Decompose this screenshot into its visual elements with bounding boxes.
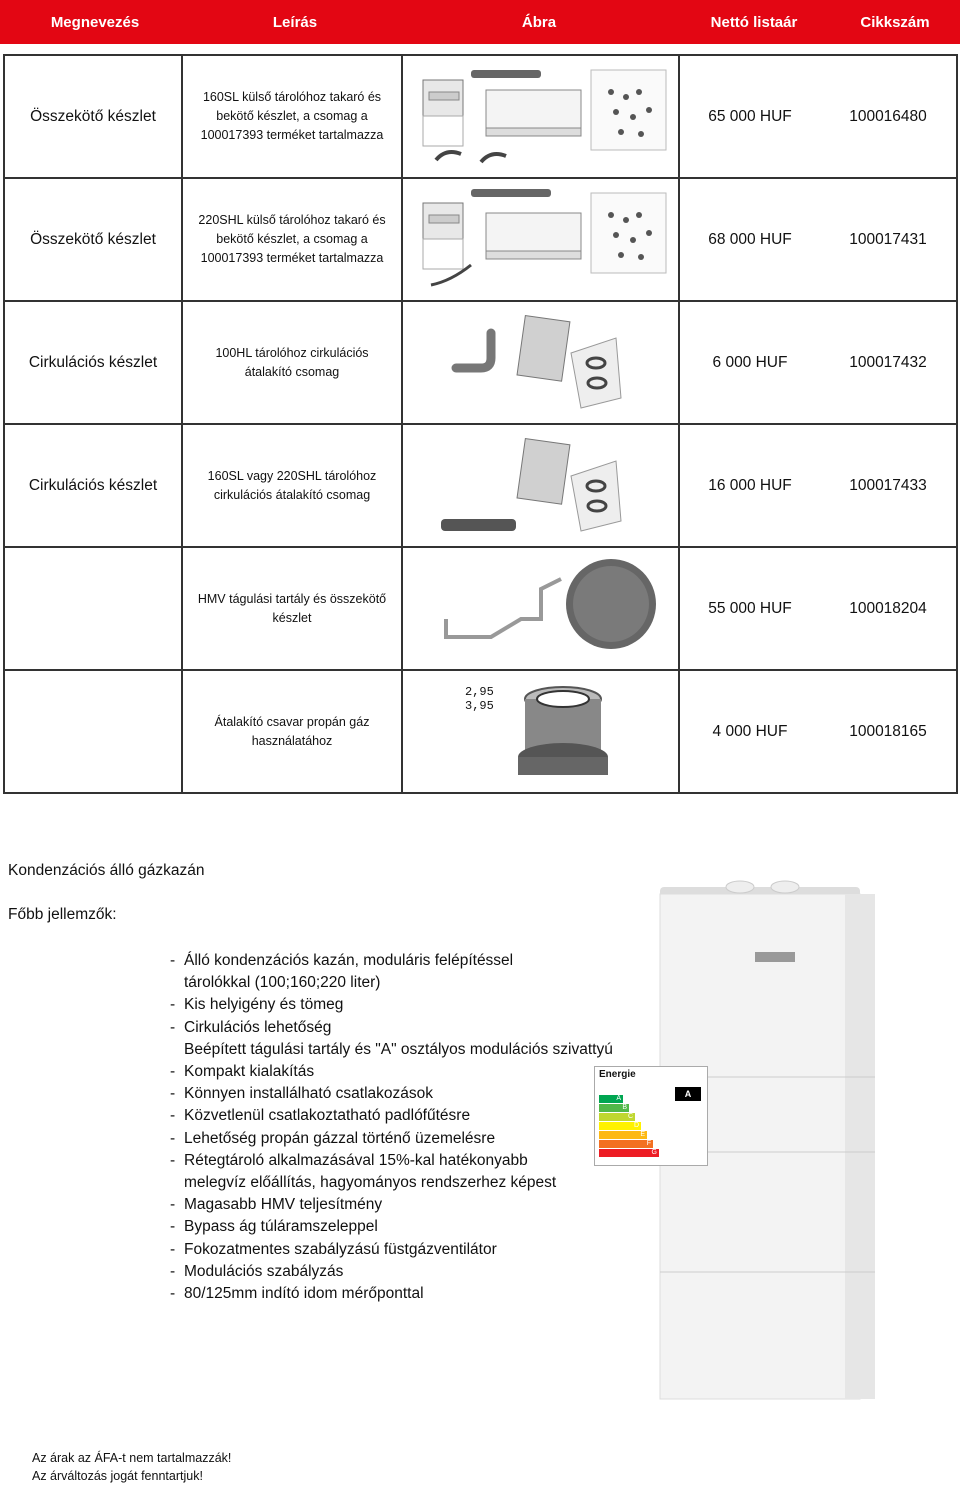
bullet-dash: - — [170, 1129, 176, 1147]
header-abra: Ábra — [521, 13, 557, 31]
energy-class-badge: A — [675, 1087, 701, 1101]
energy-class-bar: D — [599, 1122, 641, 1130]
energy-class-bar: A — [599, 1095, 623, 1103]
bullet-dash: - — [170, 1018, 176, 1036]
product-name: Cirkulációs készlet — [5, 302, 183, 423]
product-price: 4 000 HUF — [712, 722, 788, 740]
product-name: Összekötő készlet — [5, 56, 183, 177]
bullet-dash: - — [170, 1085, 176, 1103]
table-row — [5, 179, 956, 302]
product-code: 100018204 — [849, 599, 927, 617]
feature-text: Bypass ág túláramszeleppel — [184, 1218, 378, 1236]
bullet-dash: - — [170, 1107, 176, 1125]
feature-text: Rétegtároló alkalmazásával 15%-kal hatékonyabb — [184, 1151, 528, 1169]
product-table — [3, 54, 958, 794]
feature-item — [170, 1083, 613, 1105]
bullet-dash: - — [170, 996, 176, 1014]
product-description: HMV tágulási tartály és összekötő készlet — [183, 548, 403, 669]
bullet-dash: - — [170, 1218, 176, 1236]
dimension-label: 2,95 — [465, 685, 494, 699]
circulation-kit-image — [403, 425, 680, 546]
footer-vat-note: Az árak az ÁFA-t nem tartalmazzák! — [32, 1451, 232, 1465]
feature-text: Közvetlenül csatlakoztatható padlófűtésre — [184, 1107, 471, 1125]
feature-item — [170, 950, 613, 972]
feature-item — [170, 1105, 613, 1127]
product-price: 55 000 HUF — [708, 599, 792, 617]
feature-item — [170, 1194, 613, 1216]
product-price: 6 000 HUF — [712, 353, 788, 371]
product-code: 100018165 — [849, 722, 927, 740]
product-code: 100017432 — [849, 353, 927, 371]
feature-item — [170, 1017, 613, 1039]
table-row — [5, 548, 956, 671]
dimension-label: 3,95 — [465, 699, 494, 713]
features-list — [170, 950, 613, 1305]
product-description: Átalakító csavar propán gáz használatához — [183, 671, 403, 792]
energy-class-bar: E — [599, 1131, 647, 1139]
bullet-dash: - — [170, 1262, 176, 1280]
product-name: Összekötő készlet — [5, 179, 183, 300]
feature-item — [170, 1216, 613, 1238]
bullet-dash: - — [170, 1285, 176, 1303]
bullet-dash: - — [170, 1196, 176, 1214]
connection-kit-image — [403, 56, 680, 177]
product-price: 65 000 HUF — [708, 107, 792, 125]
header-netto-listaar: Nettó listaár — [710, 13, 798, 31]
table-row — [5, 671, 956, 792]
table-row — [5, 425, 956, 548]
product-name: Cirkulációs készlet — [5, 425, 183, 546]
feature-item — [170, 1061, 613, 1083]
table-header — [0, 0, 960, 44]
product-code: 100017433 — [849, 476, 927, 494]
feature-item — [170, 1239, 613, 1261]
feature-text: Modulációs szabályzás — [184, 1262, 344, 1280]
product-price: 68 000 HUF — [708, 230, 792, 248]
feature-text: Könnyen installálható csatlakozások — [184, 1085, 434, 1103]
table-row — [5, 56, 956, 179]
bullet-dash: - — [170, 1151, 176, 1169]
footer-price-note: Az árváltozás jogát fenntartjuk! — [32, 1469, 203, 1483]
energy-class-bar: C — [599, 1113, 635, 1121]
energy-class-bar: F — [599, 1140, 653, 1148]
feature-text: Magasabb HMV teljesítmény — [184, 1196, 383, 1214]
adapter-screw-image — [403, 671, 680, 792]
feature-text: Lehetőség propán gázzal történő üzemelésre — [184, 1129, 496, 1147]
product-price: 16 000 HUF — [708, 476, 792, 494]
feature-item — [170, 1150, 613, 1172]
feature-item — [170, 1128, 613, 1150]
header-megnevezes: Megnevezés — [50, 13, 140, 31]
feature-text: Cirkulációs lehetőség — [184, 1018, 332, 1036]
feature-item — [170, 1283, 613, 1305]
feature-text: Kis helyigény és tömeg — [184, 996, 344, 1014]
product-description: 220SHL külső tárolóhoz takaró és bekötő készlet, a csomag a 100017393 terméket tartalmazza — [183, 179, 403, 300]
bullet-dash: - — [170, 1063, 176, 1081]
product-description: 160SL vagy 220SHL tárolóhoz cirkulációs átalakító csomag — [183, 425, 403, 546]
product-code: 100016480 — [849, 107, 927, 125]
feature-text: Fokozatmentes szabályzású füstgázventilátor — [184, 1240, 497, 1258]
feature-text: Kompakt kialakítás — [184, 1063, 315, 1081]
feature-continuation: tárolókkal (100;160;220 liter) — [184, 974, 381, 992]
product-name — [5, 548, 183, 669]
header-leiras: Leírás — [272, 13, 318, 31]
feature-text: 80/125mm indító idom mérőponttal — [184, 1285, 424, 1303]
product-description: 160SL külső tárolóhoz takaró és bekötő készlet, a csomag a 100017393 terméket tartalmazza — [183, 56, 403, 177]
feature-continuation: Beépített tágulási tartály és "A" osztályos modulációs szivattyú — [184, 1040, 613, 1058]
bullet-dash: - — [170, 952, 176, 969]
bullet-dash: - — [170, 1240, 176, 1258]
product-description: 100HL tárolóhoz cirkulációs átalakító csomag — [183, 302, 403, 423]
feature-item — [170, 1261, 613, 1283]
product-name — [5, 671, 183, 792]
feature-text: Álló kondenzációs kazán, moduláris felépítéssel — [184, 952, 514, 969]
energy-class-bar: B — [599, 1104, 629, 1112]
energy-class-bar: G — [599, 1149, 659, 1157]
connection-kit-image — [403, 179, 680, 300]
header-cikkszam: Cikkszám — [860, 13, 930, 31]
features-title: Főbb jellemzők: — [8, 906, 117, 923]
product-code: 100017431 — [849, 230, 927, 248]
circulation-kit-image — [403, 302, 680, 423]
section-title: Kondenzációs álló gázkazán — [8, 862, 205, 879]
energy-label-title: Energie — [599, 1069, 636, 1080]
table-row — [5, 302, 956, 425]
expansion-tank-image — [403, 548, 680, 669]
feature-item — [170, 994, 613, 1016]
feature-continuation: melegvíz előállítás, hagyományos rendszerhez képest — [184, 1174, 557, 1192]
